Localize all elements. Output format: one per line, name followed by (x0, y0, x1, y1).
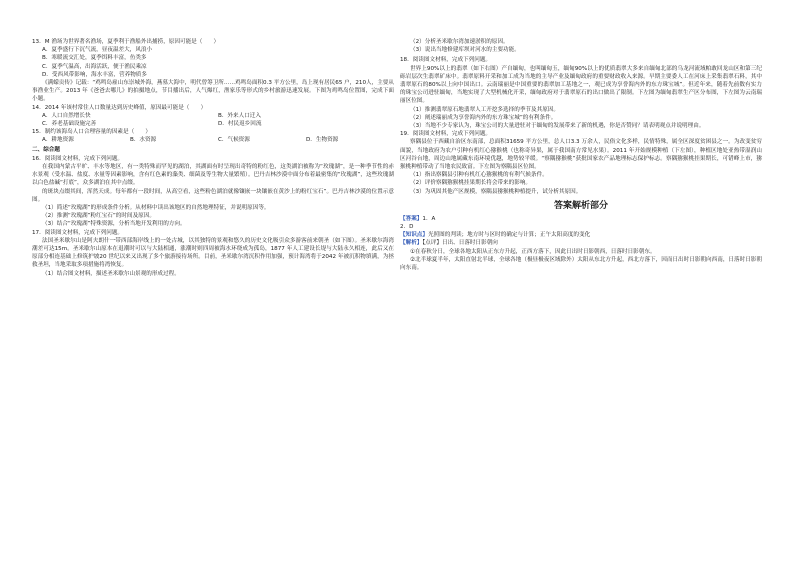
q17-sub-3: （3）说出当地修建库坝对河水的主要功能。 (410, 47, 520, 54)
question-19: 19．阅读图文材料，完成下列问题。 (400, 131, 492, 138)
q19-sub-3: （3）为巩固其他产区规模，察隅县猕猴桃种植提升，试分析其原因。 (410, 188, 582, 195)
q19-sub-2: （2）评价察隅猕猴桃挂果期长将会带来的影响。 (410, 180, 532, 187)
answer-1: 1．A (422, 215, 436, 222)
passage-17: 法国圣米歇尔山是阿夫朗什一带西部海岸线上的一处古城，以其独特的景观和悠久的历史文化吸引众多游客前来朝圣（如下图）。圣米歇尔海湾潮差可达15m。圣米歇尔山原本在退潮时可以与大陆相通，涨潮时则四周被海水环绕成为孤岛，1877 年人工建设长堤与大陆永久相连，此后又在原部分相连基础上修筑护坡20 世纪以来又出现了多个旅游接待场所。目前，圣米歇尔湾沉积作用加强，预计海湾将于2042 年被沉积物填满，为拯救圣坦，当地采取多项措施将湾恢复。 (32, 237, 394, 269)
q14-option-c: C．养老基础设施完善 (42, 121, 97, 128)
passage-16a: 在我国内蒙古平旷、丰水等地区，有一类特殊而罕见的湖泊，其湖面有时呈现出奇特的粉红色，这类湖泊被称为“玫瑰湖”，是一种季节性的赤水景观（受水温、盐度、水量等因素影响，含有红色素的藻类、细菌及等生物大量繁殖）。巴丹吉林沙漠中面分布着最密集的“玫瑰湖”，这些玫瑰湖以白色盐碱“打底”，众多湖泊在其中点缀。 (32, 164, 394, 187)
q18-sub-2: （2）阐述瑞丽成为享誉海内外的东方珠宝城”的有利条件。 (410, 114, 557, 121)
q13-option-d: D．受西风带影响，海水丰富，营养物质多 (42, 71, 147, 78)
knowledge-point-text: 光照图的判读；地方时与区时的确定与计算；正午太阳高度的变化 (427, 232, 591, 239)
q14-option-a: A．人口自然增长快 (42, 112, 91, 119)
analysis-heading: 【点评】日出、日落时日影朝向 (422, 240, 498, 247)
analysis-point-1: ①在春秋分日，全球各地太阳从正东方升起，正西方落下，因此日出时日影朝西，日落时日影朝东。 (410, 248, 656, 255)
q15-option-b: B．水资源 (130, 137, 157, 144)
question-17: 17．阅读图文材料，完成下列问题。 (32, 229, 124, 236)
question-14: 14．2014 年该村常住人口数量达到历史峰值，原因最可能是（ ） (32, 104, 207, 111)
q19-sub-1: （1）指出察隅县引种有机红心猕猴桃的有利气候条件。 (410, 172, 548, 179)
right-column (400, 38, 762, 272)
question-13: 13．M 渔场为世界著名渔场，夏季利于渔船外出捕捞，原因可能是（ ） (32, 39, 220, 45)
q15-option-d: D．生物资源 (306, 137, 339, 144)
section-heading-comprehensive: 二、综合题 (32, 146, 60, 153)
knowledge-point-label: 【知识点】 (400, 232, 428, 239)
q17-sub-2: （2）分析圣米歇尔湾加速淤积的原因。 (410, 39, 509, 45)
question-18: 18．阅读图文材料，完成下列问题。 (400, 57, 492, 64)
passage-16b: 的斑块点缀其间，浑然天成。每年都有一段时间，从高空看，这些粉色湖泊就像镶嵌一块镶嵌在黄沙上的粉红宝石”。巴丹吉林沙漠的位置示意图。 (32, 188, 394, 203)
passage-14: 《满蠓贡传》记载：“鸡鸣岛雇山东崇城外海，燕墓大海中，明代曾筹卫所……鸡鸣岛面积0.3 平方公里，岛上现有居民65 户，210人，主要从事渔业生产。2013 年《爸爸去哪儿》的拍摄地点，节目播出后，人气爆红，渔家乐等形式的乡村旅游迅速发展。下图为鸡鸣岛位置图，完成下面小题。 (32, 80, 394, 103)
left-column (32, 38, 394, 278)
passage-18: 世界上90%以上的翡翠（如下右图）产自缅甸，也叫缅甸玉，缅甸90%以上的优质翡翠大多来自缅甸北部的乌龙河流域帕敢回龙山区和第三纪砾岩层次生翡翠矿床中。翡翠原料开采和加工成为当地的主导产业及缅甸政府的重要财政收入来源。早期主要委人工在河床上采集翡翠石料，其中翡翠原石的80%以上向中国出口。云南瑞丽是中国重要的翡翠加工基地之一，观已成为享誉海内外的东方珠宝城”。但近年来，随着先前数有实力的珠宝公司进驻缅甸，当地实现了大型机械化开采，缅甸政府对于翡翠原石的出口做出了限制。下左图为缅甸翡翠生产区分布图，下左图为云南瑞丽区位图。 (400, 65, 762, 105)
analysis-line (400, 239, 762, 247)
q15-options (32, 136, 394, 144)
analysis-label: 【解析】 (400, 240, 423, 247)
q13-option-c: C．夏季气温高，出海活跃，便于渔民乘凉 (42, 63, 147, 70)
q14-options-row1 (32, 112, 394, 120)
q18-sub-1: （1）推测翡翠原石地翡翠人工开挖多选择的季节及其原因。 (410, 106, 559, 113)
q14-option-b: B．外来人口迁入 (218, 112, 261, 119)
q13-option-b: B．寒暖流交汇处，夏季饵料丰富，鱼类多 (42, 55, 147, 62)
answer-line (400, 215, 762, 223)
analysis-point-2: ②北半球夏半年，太阳直射北半球，全球各地（极昼极夜区域除外）太阳从东北方升起，西北方落下，因而日出时日影朝向西南，日落时日影朝向东南。 (400, 256, 762, 272)
q18-sub-3: （3）当地不少专家认为，珠宝公司的大量进驻对于缅甸的发展带来了新的机遇，你是否赞同？请表明观点并说明理由。 (410, 123, 705, 130)
answer-2: 2．D (400, 224, 414, 231)
answer-label: 【答案】 (400, 215, 423, 222)
q15-option-a: A．耕地资源 (42, 137, 74, 144)
question-16: 16．阅读图文材料，完成下列问题。 (32, 155, 124, 162)
q16-sub-3: （3）结合“玫瑰湖”特殊资源，分析当地开发利用的方向。 (42, 221, 186, 228)
q13-option-a: A．夏季盛行下沉气流，昼夜温差大，风浪小 (42, 47, 153, 54)
q14-options-row2 (32, 120, 394, 128)
passage-19: 察隅县位于西藏自治区东南部，总面积31659 平方公里，总人口3.3 万余人，民俗文化多样，民情特殊，属全区深度贫困县之一。为改变贫穷面貌，当地政府为农户引种有机红心猕猴桃（也称奇异果，属于我国南方常见水果）。2011 年开始规模种植（下左图），种植区地处亚热带湿润山区河谷台地，周边山地属藏东南环境优越，地势较平缓。“察隅猕猴桃”获批国家农产品地理标志保护标志。察隅猕猴桃挂果期长，可错峰上市，猕猴桃种植带动了当地农民致富。下左图为察隅县区位图。 (400, 139, 762, 171)
q16-sub-1: （1）简述“玫瑰湖”的形成条件分析。从材料中读出该地区的自然地理特征，并说明原因等。 (42, 205, 270, 212)
q17-sub-1: （1）结合图文材料，描述圣米歇尔山景观的形成过程。 (42, 270, 180, 277)
knowledge-point-line (400, 231, 762, 239)
q15-option-c: C．气候资源 (218, 137, 250, 144)
question-15: 15．制约该海岛人口合理容量的因素是（ ） (32, 129, 151, 136)
answer-section-title: 答案解析部分 (553, 200, 608, 211)
q14-option-d: D．村民返乡回流 (218, 121, 262, 128)
q16-sub-2: （2）推测“玫瑰湖”粉红宝石”的时间及原因。 (42, 213, 155, 220)
